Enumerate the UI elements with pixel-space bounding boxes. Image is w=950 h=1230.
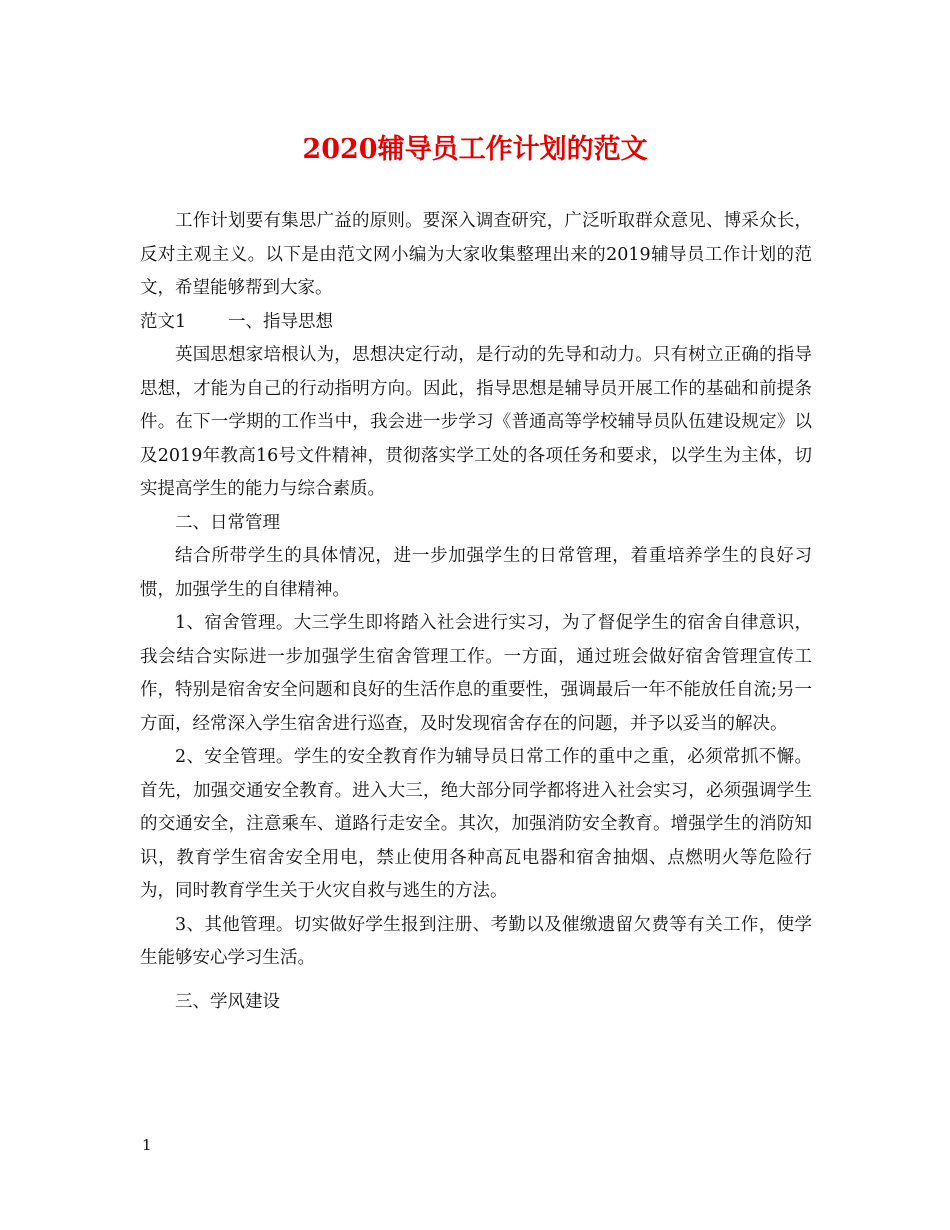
document-body <box>140 205 812 1019</box>
document-title: 2020辅导员工作计划的范文 <box>302 134 648 165</box>
daily-management-paragraph: 结合所带学生的具体情况，进一步加强学生的日常管理，着重培养学生的良好习惯，加强学生的自律精神。 <box>140 546 812 600</box>
dormitory-management-paragraph: 1、宿舍管理。大三学生即将踏入社会进行实习，为了督促学生的宿舍自律意识，我会结合实际进一步加强学生宿舍管理工作。一方面，通过班会做好宿舍管理宣传工作，特别是宿舍安全问题和良好的生活作息的重要性，强调最后一年不能放任自流;另一方面，经常深入学生宿舍进行巡查，及时发现宿舍存在的问题，并予以妥当的解决。 <box>140 613 812 734</box>
safety-management-paragraph: 2、安全管理。学生的安全教育作为辅导员日常工作的重中之重，必须常抓不懈。首先，加强交通安全教育。进入大三，绝大部分同学都将进入社会实习，必须强调学生的交通安全，注意乘车、道路行走安全。其次，加强消防安全教育。增强学生的消防知识，教育学生宿舍安全用电，禁止使用各种高瓦电器和宿舍抽烟、点燃明火等危险行为，同时教育学生关于火灾自救与逃生的方法。 <box>140 747 812 901</box>
sample-label: 范文1 <box>140 311 187 332</box>
section-heading-guiding-ideology: 一、指导思想 <box>228 311 333 332</box>
guiding-ideology-paragraph: 英国思想家培根认为，思想决定行动，是行动的先导和动力。只有树立正确的指导思想，才能为自己的行动指明方向。因此，指导思想是辅导员开展工作的基础和前提条件。在下一学期的工作当中，我会进一步学习《普通高等学校辅导员队伍建设规定》以及2019年教高16号文件精神，贯彻落实学工处的各项任务和要求，以学生为主体，切实提高学生的能力与综合素质。 <box>140 345 812 499</box>
page-number: 1 <box>142 1136 152 1154</box>
section-heading-study-style: 三、学风建设 <box>175 991 280 1012</box>
other-management-paragraph: 3、其他管理。切实做好学生报到注册、考勤以及催缴遗留欠费等有关工作，使学生能够安心学习生活。 <box>140 914 812 968</box>
sample-heading-row <box>140 306 812 340</box>
section-heading-daily-management: 二、日常管理 <box>175 512 280 533</box>
intro-paragraph: 工作计划要有集思广益的原则。要深入调查研究，广泛听取群众意见、博采众长，反对主观主义。以下是由范文网小编为大家收集整理出来的2019辅导员工作计划的范文，希望能够帮到大家。 <box>140 211 812 298</box>
